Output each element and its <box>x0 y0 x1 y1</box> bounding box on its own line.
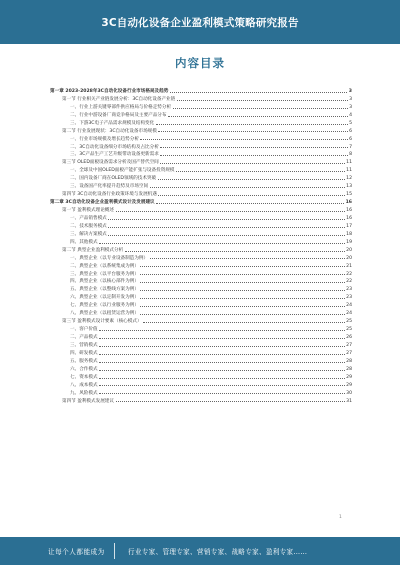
toc-entry-page: 16 <box>345 200 352 206</box>
toc-entry[interactable] <box>50 173 352 181</box>
footer-divider <box>114 543 115 559</box>
footer-slogan: 让每个人都能成为 <box>48 548 105 556</box>
toc-entry[interactable] <box>50 213 352 221</box>
toc-entry-page: 3 <box>349 96 352 102</box>
toc-entry-text: 第一节 盈利模式理论概述 <box>62 208 114 213</box>
toc-entry-text: 第一节 行业相关产业链发展分析：3C自动化设备产业链 <box>62 96 176 102</box>
toc-entry[interactable] <box>50 86 352 94</box>
toc-entry-page: 29 <box>346 374 352 380</box>
toc-dot-leader <box>99 346 345 347</box>
toc-entry-page: 13 <box>346 184 352 190</box>
toc-entry-page: 31 <box>346 398 352 404</box>
toc-entry-text: 六、典型企业（以定制开发为例） <box>70 295 139 301</box>
toc-dot-leader <box>99 338 345 339</box>
toc-entry-text: 第二节 行业发展现状：3C自动化设备市场规模 <box>62 128 157 134</box>
toc-entry-text: 第二章 3C自动化设备企业盈利模式设计及发展建议 <box>50 200 155 206</box>
toc-entry[interactable] <box>50 284 352 292</box>
toc-entry[interactable] <box>50 126 352 134</box>
toc-entry-page: 29 <box>346 382 352 388</box>
toc-entry[interactable] <box>50 181 352 189</box>
toc-dot-leader <box>140 314 344 315</box>
toc-entry-text: 一、典型企业（以专业设备制造为例） <box>70 255 149 261</box>
toc-entry-page: 3 <box>349 104 352 110</box>
toc-entry[interactable] <box>50 308 352 316</box>
toc-entry[interactable] <box>50 364 352 372</box>
toc-entry-page: 12 <box>346 176 352 182</box>
toc-dot-leader <box>140 290 344 291</box>
toc-entry-text: 七、资本模式 <box>70 374 98 380</box>
toc-entry-page: 11 <box>346 168 352 174</box>
toc-entry-text: 五、服务模式 <box>70 358 98 364</box>
toc-dot-leader <box>177 100 348 101</box>
toc-dot-leader <box>108 227 344 228</box>
toc-entry-page: 27 <box>346 350 352 356</box>
toc-entry[interactable] <box>50 372 352 380</box>
toc-entry[interactable] <box>50 253 352 261</box>
toc-entry-text: 三、下游3C电子产品需求规模及结构变化 <box>70 120 155 126</box>
toc-entry-page: 22 <box>346 279 352 285</box>
toc-dot-leader <box>99 330 345 331</box>
toc-dot-leader <box>99 385 345 386</box>
toc-entry[interactable] <box>50 348 352 356</box>
toc-entry-page: 28 <box>346 358 352 364</box>
toc-entry[interactable] <box>50 380 352 388</box>
toc-dot-leader <box>140 298 344 299</box>
toc-entry-text: 九、风险模式 <box>70 390 98 396</box>
toc-entry[interactable] <box>50 300 352 308</box>
toc-entry-text: 二、行业中游设备厂商竞争格局及主要产品分布 <box>70 112 167 118</box>
toc-dot-leader <box>158 179 345 180</box>
toc-dot-leader <box>140 282 344 283</box>
toc-entry-page: 21 <box>346 263 352 269</box>
toc-entry-page: 3 <box>348 88 352 94</box>
toc-dot-leader <box>170 92 347 93</box>
toc-entry[interactable] <box>50 261 352 269</box>
toc-entry-page: 18 <box>346 231 352 237</box>
toc-dot-leader <box>99 378 345 379</box>
toc-entry-text: 第一章 2023-2028年3C自动化设备行业市场格局及趋势 <box>50 88 169 94</box>
toc-entry[interactable] <box>50 237 352 245</box>
toc-entry-text: 四、典型企业（以核心部件为例） <box>70 279 139 285</box>
toc-entry-page: 25 <box>346 319 352 325</box>
toc-entry-page: 16 <box>346 208 352 213</box>
toc-entry-text: 三、设备国产化率提升趋势及市场空间 <box>70 184 149 190</box>
toc-entry[interactable] <box>50 245 352 253</box>
toc-entry-page: 4 <box>349 112 352 118</box>
toc-entry-page: 24 <box>346 311 352 317</box>
toc-entry-text: 第四节 盈利模式发展建议 <box>62 398 114 404</box>
toc-entry-text: 四、其他模式 <box>70 239 98 245</box>
toc-entry-page: 7 <box>349 144 352 150</box>
toc-entry[interactable] <box>50 221 352 229</box>
toc-entry[interactable] <box>50 134 352 142</box>
toc-entry[interactable] <box>50 356 352 364</box>
toc-entry[interactable] <box>50 110 352 118</box>
toc-entry[interactable] <box>50 340 352 348</box>
toc-entry-text: 二、典型企业（以系统集成为例） <box>70 263 139 269</box>
toc-entry-page: 16 <box>346 215 352 221</box>
toc-entry-page: 20 <box>346 255 352 261</box>
toc-entry-text: 一、行业上游关键零部件供应格局与价格走势分析 <box>70 104 172 110</box>
toc-entry-text: 三、典型企业（以平台服务为例） <box>70 271 139 277</box>
toc-entry-text: 三、3C产品生产工艺升级带动设备更新需求 <box>70 152 159 158</box>
toc-entry-text: 五、典型企业（以整线方案为例） <box>70 287 139 293</box>
toc-dot-leader <box>173 108 348 109</box>
toc-entry-page: 28 <box>346 366 352 372</box>
toc-entry-page: 26 <box>346 335 352 340</box>
toc-entry-text: 二、技术服务模式 <box>70 223 107 229</box>
toc-entry[interactable] <box>50 292 352 300</box>
toc-entry-text: 二、国内设备厂商在OLED领域的技术突破 <box>70 176 157 182</box>
toc-entry[interactable] <box>50 332 352 340</box>
toc-entry-page: 22 <box>346 271 352 277</box>
toc-entry-text: 六、合作模式 <box>70 366 98 372</box>
toc-entry[interactable] <box>50 157 352 165</box>
toc-dot-leader <box>156 203 344 204</box>
toc-entry[interactable] <box>50 277 352 285</box>
toc-dot-leader <box>116 211 345 212</box>
toc-entry[interactable] <box>50 150 352 158</box>
toc-dot-leader <box>116 401 345 402</box>
toc-entry[interactable] <box>50 269 352 277</box>
toc-entry-text: 八、典型企业（以租赁运营为例） <box>70 311 139 317</box>
toc-entry-page: 24 <box>346 303 352 309</box>
page-number: 1 <box>339 515 342 520</box>
toc-entry[interactable] <box>50 316 352 324</box>
toc-dot-leader <box>150 187 345 188</box>
toc-entry[interactable] <box>50 197 352 205</box>
toc-dot-leader <box>156 124 348 125</box>
toc-entry-text: 一、行业市场规模及增长趋势分析 <box>70 136 139 142</box>
toc-entry-text: 一、客户价值 <box>70 327 98 333</box>
toc-entry-page: 11 <box>346 160 352 166</box>
toc-entry-page: 15 <box>346 192 352 198</box>
toc-entry-text: 第三节 OLED面板设备需求分析及国产替代空间 <box>62 160 159 166</box>
toc-entry-page: 19 <box>346 239 352 245</box>
report-title: 3C自动化设备企业盈利模式策略研究报告 <box>101 16 299 29</box>
toc-entry-text: 七、典型企业（以行业服务为例） <box>70 303 139 309</box>
toc-entry-page: 27 <box>346 342 352 348</box>
toc-dot-leader <box>108 235 344 236</box>
toc-entry-text: 第二节 典型企业盈利模式分析 <box>62 247 124 253</box>
toc-entry[interactable] <box>50 94 352 102</box>
toc-dot-leader <box>125 251 345 252</box>
toc-entry-page: 8 <box>349 152 352 158</box>
toc-entry-text: 二、3C自动化设备细分市场结构及占比分析 <box>70 144 159 150</box>
toc-heading: 内容目录 <box>175 56 225 70</box>
toc-entry-text: 三、营销模式 <box>70 342 98 348</box>
toc-dot-leader <box>158 131 347 132</box>
report-footer <box>0 537 400 565</box>
toc-dot-leader <box>99 354 345 355</box>
toc-entry-page: 25 <box>346 327 352 333</box>
toc-entry-text: 第三节 盈利模式设计要素（核心模式） <box>62 319 142 325</box>
toc-dot-leader <box>176 171 345 172</box>
toc-dot-leader <box>108 219 344 220</box>
toc-entry-text: 四、研发模式 <box>70 350 98 356</box>
toc-entry[interactable] <box>50 324 352 332</box>
toc-dot-leader <box>158 195 344 196</box>
toc-dot-leader <box>140 266 344 267</box>
toc-entry-text: 一、产品销售模式 <box>70 215 107 221</box>
toc-entry-page: 5 <box>349 120 352 126</box>
toc-entry[interactable] <box>50 388 352 396</box>
toc-dot-leader <box>140 274 344 275</box>
toc-dot-leader <box>140 306 344 307</box>
toc-entry[interactable] <box>50 205 352 213</box>
toc-entry-page: 17 <box>346 223 352 229</box>
toc-entry-text: 二、产品模式 <box>70 335 98 340</box>
footer-tagline: 行业专家、管理专家、营销专家、战略专家、盈利专家…… <box>128 548 308 556</box>
toc-entry-page: 6 <box>349 136 352 142</box>
toc-entry[interactable] <box>50 189 352 197</box>
toc-entry-text: 一、全球及中国OLED面板产能扩张与设备投资规模 <box>70 168 175 174</box>
toc-entry-text: 八、成本模式 <box>70 382 98 388</box>
toc-entry-text: 第四节 3C自动化设备行业政策环境与发展机遇 <box>62 192 157 198</box>
toc-dot-leader <box>143 322 345 323</box>
toc-dot-leader <box>160 147 347 148</box>
toc-entry[interactable] <box>50 142 352 150</box>
toc-entry-page: 23 <box>346 287 352 293</box>
toc-dot-leader <box>140 139 347 140</box>
toc-dot-leader <box>99 243 345 244</box>
toc-dot-leader <box>99 393 345 394</box>
toc-entry[interactable] <box>50 229 352 237</box>
toc-dot-leader <box>99 362 345 363</box>
toc-dot-leader <box>168 116 348 117</box>
report-header <box>0 0 400 44</box>
toc-dot-leader <box>160 163 344 164</box>
toc-entry[interactable] <box>50 102 352 110</box>
toc-dot-leader <box>99 370 345 371</box>
toc-entry-page: 23 <box>346 295 352 301</box>
toc-entry[interactable] <box>50 165 352 173</box>
toc-dot-leader <box>150 258 345 259</box>
toc-dot-leader <box>160 155 347 156</box>
toc-entry-page: 6 <box>349 128 352 134</box>
toc-entry-page: 20 <box>346 247 352 253</box>
toc-entry[interactable] <box>50 396 352 404</box>
toc-entry[interactable] <box>50 118 352 126</box>
toc-entry-text: 三、解决方案模式 <box>70 231 107 237</box>
table-of-contents <box>50 86 352 404</box>
toc-entry-page: 30 <box>346 390 352 396</box>
